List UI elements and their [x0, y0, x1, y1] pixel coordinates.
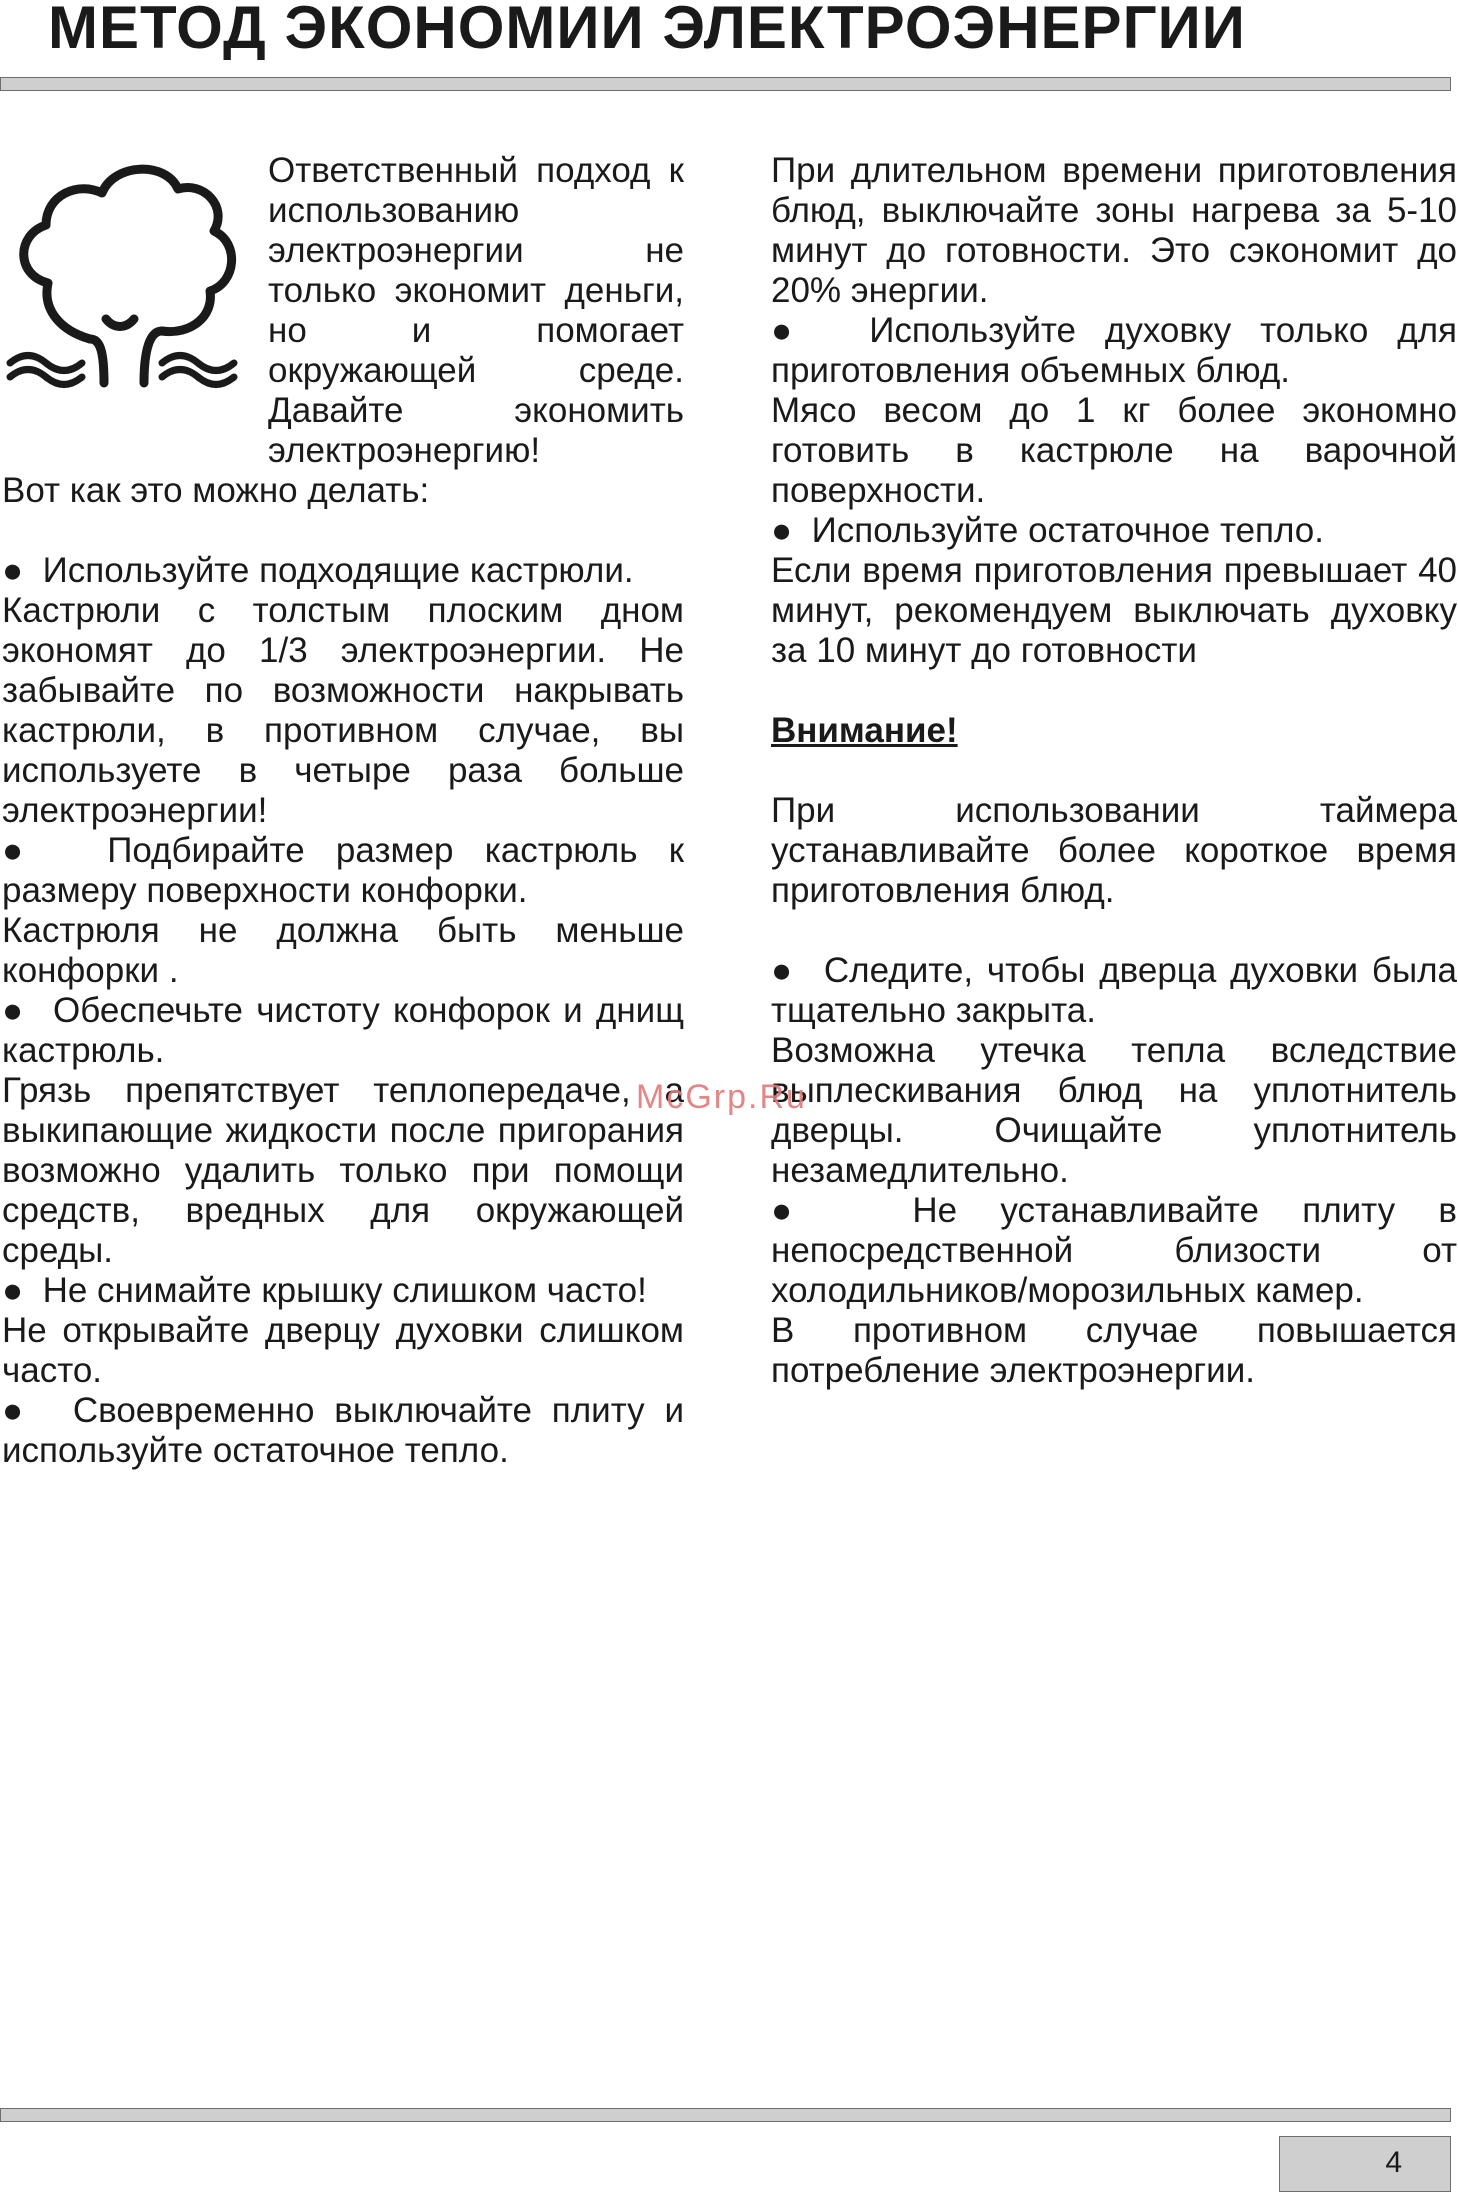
warning-label: Внимание!: [771, 711, 958, 750]
bullet-title: ● Не устанавливайте плиту в непосредственной близости от холодильников/морозильных камер.: [771, 1191, 1457, 1311]
bullet-text: Мясо весом до 1 кг более экономно готовить в кастрюле на варочной поверхности.: [771, 391, 1457, 510]
page-title: МЕТОД ЭКОНОМИИ ЭЛЕКТРОЭНЕРГИИ: [48, 0, 1246, 61]
bullet-title: ● Используйте остаточное тепло.: [771, 511, 1457, 551]
intro-block: [2, 151, 684, 471]
bullet-text: В противном случае повышается потребление электроэнергии.: [771, 1311, 1457, 1390]
paragraph: При длительном времени приготовления блюд, выключайте зоны нагрева за 5-10 минут до готовности. Это сэкономит до 20% энергии.: [771, 151, 1457, 310]
bullet-title: ● Своевременно выключайте плиту и используйте остаточное тепло.: [2, 1391, 684, 1471]
watermark: McGrp.Ru: [636, 1078, 807, 1116]
bullet-title: ● Подбирайте размер кастрюль к размеру поверхности конфорки.: [2, 831, 684, 911]
bullet-title: ● Обеспечьте чистоту конфорок и днищ кастрюль.: [2, 991, 684, 1071]
bullet-title: ● Используйте подходящие кастрюли.: [2, 551, 684, 591]
right-column: [771, 151, 1457, 1391]
bullet-title: ● Используйте духовку только для приготовления объемных блюд.: [771, 311, 1457, 391]
bullet-text: Если время приготовления превышает 40 минут, рекомендуем выключать духовку за 10 минут до готовности: [771, 551, 1457, 670]
bullet-title: ● Не снимайте крышку слишком часто!: [2, 1271, 684, 1311]
left-column: [2, 151, 684, 1471]
bullet-text: Кастрюля не должна быть меньше конфорки .: [2, 911, 684, 990]
bullet-text: Кастрюли с толстым плоским дном экономят до 1/3 электроэнергии. Не забывайте по возможности накрывать кастрюли, в противном случае, вы используете в четыре раза больше электроэнергии!: [2, 591, 684, 830]
header-rule: [0, 77, 1451, 91]
lead-text: Вот как это можно делать:: [2, 471, 430, 510]
page-number: 4: [1279, 2136, 1451, 2192]
bullet-text: Возможна утечка тепла вследствие выплескивания блюд на уплотнитель дверцы. Очищайте уплотнитель незамедлительно.: [771, 1031, 1457, 1190]
bullet-text: Не открывайте дверцу духовки слишком часто.: [2, 1311, 684, 1390]
footer-rule: [0, 2108, 1451, 2122]
intro-text: Ответственный подход к использованию электроэнергии не только экономит деньги, но и помогает окружающей среде. Давайте экономить электроэнергию!: [268, 151, 684, 470]
warning-text: При использовании таймера устанавливайте более короткое время приготовления блюд.: [771, 791, 1457, 910]
tree-water-eco-icon: [2, 151, 268, 391]
bullet-text: Грязь препятствует теплопередаче, а выкипающие жидкости после пригорания возможно удалить только при помощи средств, вредных для окружающей среды.: [2, 1071, 684, 1270]
bullet-title: ● Следите, чтобы дверца духовки была тщательно закрыта.: [771, 951, 1457, 1031]
